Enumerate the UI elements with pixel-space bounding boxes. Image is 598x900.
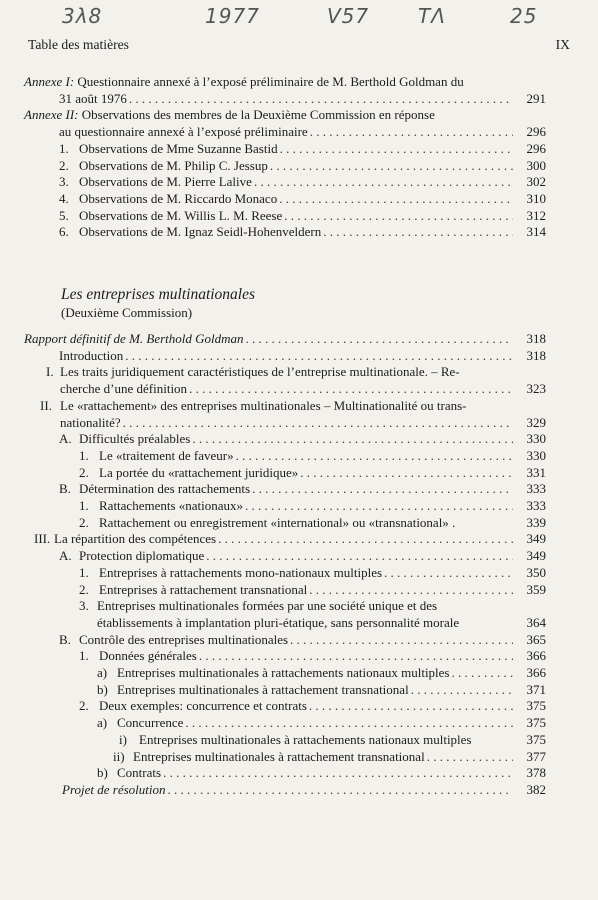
toc-entry-text: Entreprises multinationales formées par une société unique et des xyxy=(97,598,438,614)
toc-entry-text: Rapport définitif de M. Berthold Goldman xyxy=(24,331,244,346)
toc-entry-page: 331 xyxy=(526,464,546,480)
toc-entry-text: Observations de M. Pierre Lalive xyxy=(79,174,252,190)
toc-entry-first-line xyxy=(24,74,546,91)
leader-dots xyxy=(323,224,513,241)
leader-dots xyxy=(206,548,513,565)
toc-entry-text: Entreprises à rattachements mono-nationaux multiples xyxy=(99,564,383,580)
toc-entry xyxy=(79,565,546,582)
toc-entry-text: Le «traitement de faveur» xyxy=(99,447,234,463)
toc-entry-page: 333 xyxy=(526,498,546,514)
running-header xyxy=(28,37,570,53)
toc-entry-page: 349 xyxy=(526,548,546,564)
toc-entry-number: 1. xyxy=(59,140,69,156)
toc-entry-text: Le «rattachement» des entreprises multinationales – Multinationalité ou trans- xyxy=(60,397,467,413)
toc-entry-label xyxy=(79,582,307,599)
toc-entry-number: A. xyxy=(59,431,72,447)
handwriting-4: TΛ xyxy=(418,4,446,28)
toc-entry-number: 1. xyxy=(79,564,89,580)
toc-entry-label xyxy=(59,431,190,448)
toc-entry xyxy=(24,331,546,348)
toc-entry-number: B. xyxy=(59,481,71,497)
toc-entry-page: 291 xyxy=(526,90,546,106)
toc-entry-first-line xyxy=(24,107,546,124)
toc-entry-prefix: Annexe I: xyxy=(24,74,75,89)
section-title: Les entreprises multinationales xyxy=(61,286,256,303)
toc-entry-label xyxy=(59,141,278,158)
toc-entry xyxy=(97,665,546,682)
leader-dots xyxy=(309,698,513,715)
toc-entry-label xyxy=(79,498,243,515)
toc-entry-text: Entreprises multinationales à rattachements nationaux multiples xyxy=(117,665,450,681)
toc-entry xyxy=(113,749,546,766)
leader-dots xyxy=(284,208,513,225)
leader-dots xyxy=(427,749,513,766)
toc-entry-text: Contrats xyxy=(117,765,162,781)
toc-entry xyxy=(79,648,546,665)
toc-entry-label xyxy=(59,191,277,208)
toc-entry-text: cherche d’une définition xyxy=(60,381,188,397)
toc-entry xyxy=(59,548,546,565)
toc-entry-text: Entreprises multinationales à rattachement transnational xyxy=(117,681,409,697)
toc-entry-number: ii) xyxy=(113,748,125,764)
toc-entry-label xyxy=(40,398,467,413)
leader-dots xyxy=(163,765,513,782)
toc-entry-page: 366 xyxy=(526,665,546,681)
toc-entry-first-line xyxy=(46,364,546,381)
leader-dots xyxy=(185,715,513,732)
toc-entry-page: 300 xyxy=(526,157,546,173)
toc-entry-label xyxy=(119,732,472,749)
header-title: Table des matières xyxy=(28,37,129,52)
toc-entry-number: 2. xyxy=(79,514,89,530)
leader-dots xyxy=(270,158,513,175)
toc-entry xyxy=(59,191,546,208)
toc-entry xyxy=(119,732,546,749)
toc-entry-page: 330 xyxy=(526,431,546,447)
toc-entry-text: Entreprises à rattachement transnational xyxy=(99,581,308,597)
leader-dots xyxy=(246,331,513,348)
toc-entry-page: 365 xyxy=(526,631,546,647)
toc-entry-text: Observations de Mme Suzanne Bastid xyxy=(79,140,278,156)
header-page-number: IX xyxy=(555,37,570,52)
toc-entry-number: II. xyxy=(40,397,52,413)
toc-entry-number: 2. xyxy=(59,157,69,173)
toc-entry-number: 2. xyxy=(79,464,89,480)
toc-entry xyxy=(62,782,546,799)
toc-entry xyxy=(59,481,546,498)
toc-entry-page: 318 xyxy=(526,331,546,346)
toc-entry-label xyxy=(59,481,250,498)
toc-entry-first-line xyxy=(40,398,546,415)
toc-entry xyxy=(40,398,546,431)
toc-entry-text: Observations de M. Willis L. M. Reese xyxy=(79,207,283,223)
toc-entry-text: nationalité? xyxy=(60,414,121,430)
toc-entry-page: 359 xyxy=(526,581,546,597)
toc-entry-number: I. xyxy=(46,364,54,380)
toc-entry-page: 378 xyxy=(526,765,546,781)
toc-entry xyxy=(79,515,546,532)
toc-multinationales xyxy=(24,331,546,799)
toc-entry-label xyxy=(113,749,425,766)
leader-dots xyxy=(123,415,513,432)
leader-dots xyxy=(290,632,513,649)
toc-entry-label xyxy=(46,364,460,379)
toc-entry-page: 350 xyxy=(526,564,546,580)
section-subtitle: (Deuxième Commission) xyxy=(61,305,193,320)
toc-entry-label xyxy=(34,531,216,548)
toc-entry-number: i) xyxy=(119,731,127,747)
toc-entry-page: 314 xyxy=(526,224,546,240)
toc-entry-label xyxy=(59,174,252,191)
toc-entry-page: 323 xyxy=(526,381,546,397)
toc-entry xyxy=(59,348,546,365)
leader-dots xyxy=(129,91,513,108)
toc-entry xyxy=(79,465,546,482)
toc-entry-label xyxy=(59,91,127,108)
toc-entry-text: au questionnaire annexé à l’exposé préliminaire xyxy=(59,124,308,140)
toc-entry-page: 318 xyxy=(526,347,546,363)
toc-annexes xyxy=(24,74,546,241)
toc-entry-text: Données générales xyxy=(99,648,197,664)
leader-dots xyxy=(384,565,513,582)
toc-entry-number: b) xyxy=(97,681,108,697)
toc-entry-page: 333 xyxy=(526,481,546,497)
toc-entry-label xyxy=(24,74,464,89)
toc-entry-label xyxy=(59,158,268,175)
toc-entry-number: 1. xyxy=(79,648,89,664)
toc-entry-page: 382 xyxy=(526,781,546,797)
leader-dots xyxy=(199,648,513,665)
toc-entry-number: a) xyxy=(97,665,108,681)
toc-entry-page: 339 xyxy=(526,514,546,530)
toc-entry xyxy=(46,364,546,397)
toc-entry-text: Deux exemples: concurrence et contrats xyxy=(99,698,307,714)
toc-entry-text: Questionnaire annexé à l’exposé préliminaire de M. Berthold Goldman du xyxy=(77,74,464,89)
toc-entry-page: 349 xyxy=(526,531,546,547)
leader-dots xyxy=(300,465,513,482)
toc-entry xyxy=(59,632,546,649)
toc-entry-label xyxy=(97,615,459,632)
leader-dots xyxy=(189,381,513,398)
toc-entry-page: 371 xyxy=(526,681,546,697)
toc-entry-label xyxy=(60,381,187,398)
toc-entry-page: 302 xyxy=(526,174,546,190)
toc-entry-text: Entreprises multinationales à rattachements nationaux multiples xyxy=(139,731,472,747)
toc-entry-text: La portée du «rattachement juridique» xyxy=(99,464,299,480)
toc-entry-text: Rattachement ou enregistrement «international» ou «transnational» . xyxy=(99,514,456,530)
toc-entry-label xyxy=(79,698,307,715)
toc-entry xyxy=(59,141,546,158)
toc-entry xyxy=(24,74,546,107)
leader-dots xyxy=(310,124,513,141)
toc-entry-label xyxy=(79,448,234,465)
toc-entry-number: 3. xyxy=(59,174,69,190)
toc-entry xyxy=(97,765,546,782)
toc-entry-number: 4. xyxy=(59,190,69,206)
toc-entry xyxy=(59,431,546,448)
toc-entry-label xyxy=(59,348,123,365)
toc-entry-number: A. xyxy=(59,548,72,564)
toc-entry-page: 330 xyxy=(526,447,546,463)
toc-entry-text: Observations de M. Ignaz Seidl-Hohenveldern xyxy=(79,224,322,240)
toc-entry xyxy=(59,158,546,175)
toc-entry-text: Détermination des rattachements xyxy=(79,481,251,497)
toc-entry-label xyxy=(97,765,161,782)
leader-dots xyxy=(411,682,513,699)
toc-entry-number: 6. xyxy=(59,224,69,240)
toc-entry-label xyxy=(24,107,435,122)
toc-entry-page: 310 xyxy=(526,190,546,206)
toc-entry-text: La répartition des compétences xyxy=(54,531,217,547)
toc-entry-first-line xyxy=(79,598,546,615)
toc-entry-page: 375 xyxy=(526,731,546,747)
toc-entry-number: 2. xyxy=(79,581,89,597)
toc-entry-label xyxy=(79,515,455,532)
leader-dots xyxy=(218,531,513,548)
leader-dots xyxy=(279,191,513,208)
toc-entry-label xyxy=(97,682,409,699)
toc-entry-text: établissements à implantation pluri-étatique, sans personnalité morale xyxy=(97,614,460,630)
toc-entry-page: 329 xyxy=(526,414,546,430)
toc-entry-label xyxy=(59,224,321,241)
toc-entry-label xyxy=(59,632,288,649)
toc-entry xyxy=(24,107,546,140)
toc-entry xyxy=(59,208,546,225)
leader-dots xyxy=(168,782,513,799)
toc-entry-page: 375 xyxy=(526,698,546,714)
toc-entry xyxy=(79,498,546,515)
toc-entry-text: Concurrence xyxy=(117,715,184,731)
toc-entry xyxy=(97,715,546,732)
toc-entry-number: B. xyxy=(59,631,71,647)
leader-dots xyxy=(452,665,514,682)
toc-entry-label xyxy=(24,331,244,348)
toc-entry-text: Rattachements «nationaux» xyxy=(99,498,244,514)
toc-entry-number: 1. xyxy=(79,447,89,463)
handwriting-1: 3λ8 xyxy=(62,4,103,28)
toc-entry-number: 5. xyxy=(59,207,69,223)
toc-entry-text: Introduction xyxy=(59,347,124,363)
toc-entry-label xyxy=(60,415,121,432)
toc-entry-label xyxy=(79,648,197,665)
toc-entry-page: 375 xyxy=(526,715,546,731)
leader-dots xyxy=(192,431,513,448)
toc-entry-page: 364 xyxy=(526,614,546,630)
toc-entry-text: Projet de résolution xyxy=(62,781,166,797)
leader-dots xyxy=(254,174,513,191)
leader-dots xyxy=(236,448,513,465)
toc-entry-text: Observations des membres de la Deuxième Commission en réponse xyxy=(81,107,435,123)
toc-entry-page: 366 xyxy=(526,648,546,664)
toc-entry xyxy=(59,174,546,191)
toc-entry-text: Difficultés préalables xyxy=(79,431,191,447)
leader-dots xyxy=(252,481,513,498)
toc-entry-number: 3. xyxy=(79,598,89,614)
handwritten-annotations xyxy=(0,0,598,40)
toc-entry xyxy=(97,682,546,699)
toc-entry-text: Les traits juridiquement caractéristiques de l’entreprise multinationale. – Re- xyxy=(60,364,460,380)
leader-dots xyxy=(245,498,513,515)
toc-entry-prefix: Annexe II: xyxy=(24,107,79,123)
toc-entry-text: Contrôle des entreprises multinationales xyxy=(79,631,289,647)
toc-entry-page: 312 xyxy=(526,207,546,223)
toc-entry-text: Observations de M. Riccardo Monaco xyxy=(79,190,278,206)
toc-entry-label xyxy=(97,665,450,682)
toc-entry xyxy=(34,531,546,548)
toc-entry-number: 2. xyxy=(79,698,89,714)
toc-entry-label xyxy=(79,465,298,482)
toc-entry-label xyxy=(79,598,437,613)
toc-entry-label xyxy=(97,715,183,732)
leader-dots xyxy=(125,348,513,365)
toc-entry-text: Entreprises multinationales à rattachement transnational xyxy=(133,748,425,764)
toc-entry-label xyxy=(59,548,204,565)
leader-dots xyxy=(280,141,513,158)
toc-entry xyxy=(79,448,546,465)
toc-entry-page: 377 xyxy=(526,748,546,764)
toc-entry-number: III. xyxy=(34,531,51,547)
toc-entry xyxy=(79,698,546,715)
handwriting-5: 25 xyxy=(510,4,538,28)
toc-entry-page: 296 xyxy=(526,124,546,140)
toc-entry-number: a) xyxy=(97,715,108,731)
toc-entry-text: 31 août 1976 xyxy=(59,90,127,106)
toc-entry-label xyxy=(59,208,282,225)
toc-entry-label xyxy=(79,565,382,582)
toc-entry-number: b) xyxy=(97,765,108,781)
toc-entry xyxy=(79,598,546,631)
leader-dots xyxy=(309,582,513,599)
toc-entry-number: 1. xyxy=(79,498,89,514)
toc-entry-text: Protection diplomatique xyxy=(79,548,205,564)
handwriting-3: V57 xyxy=(327,4,370,28)
section-heading xyxy=(61,285,255,321)
handwriting-2: 1977 xyxy=(205,4,260,28)
toc-entry-label xyxy=(62,782,166,799)
toc-entry-text: Observations de M. Philip C. Jessup xyxy=(79,157,268,173)
toc-entry xyxy=(59,224,546,241)
toc-entry xyxy=(79,582,546,599)
toc-entry-page: 296 xyxy=(526,140,546,156)
toc-entry-label xyxy=(59,124,308,141)
